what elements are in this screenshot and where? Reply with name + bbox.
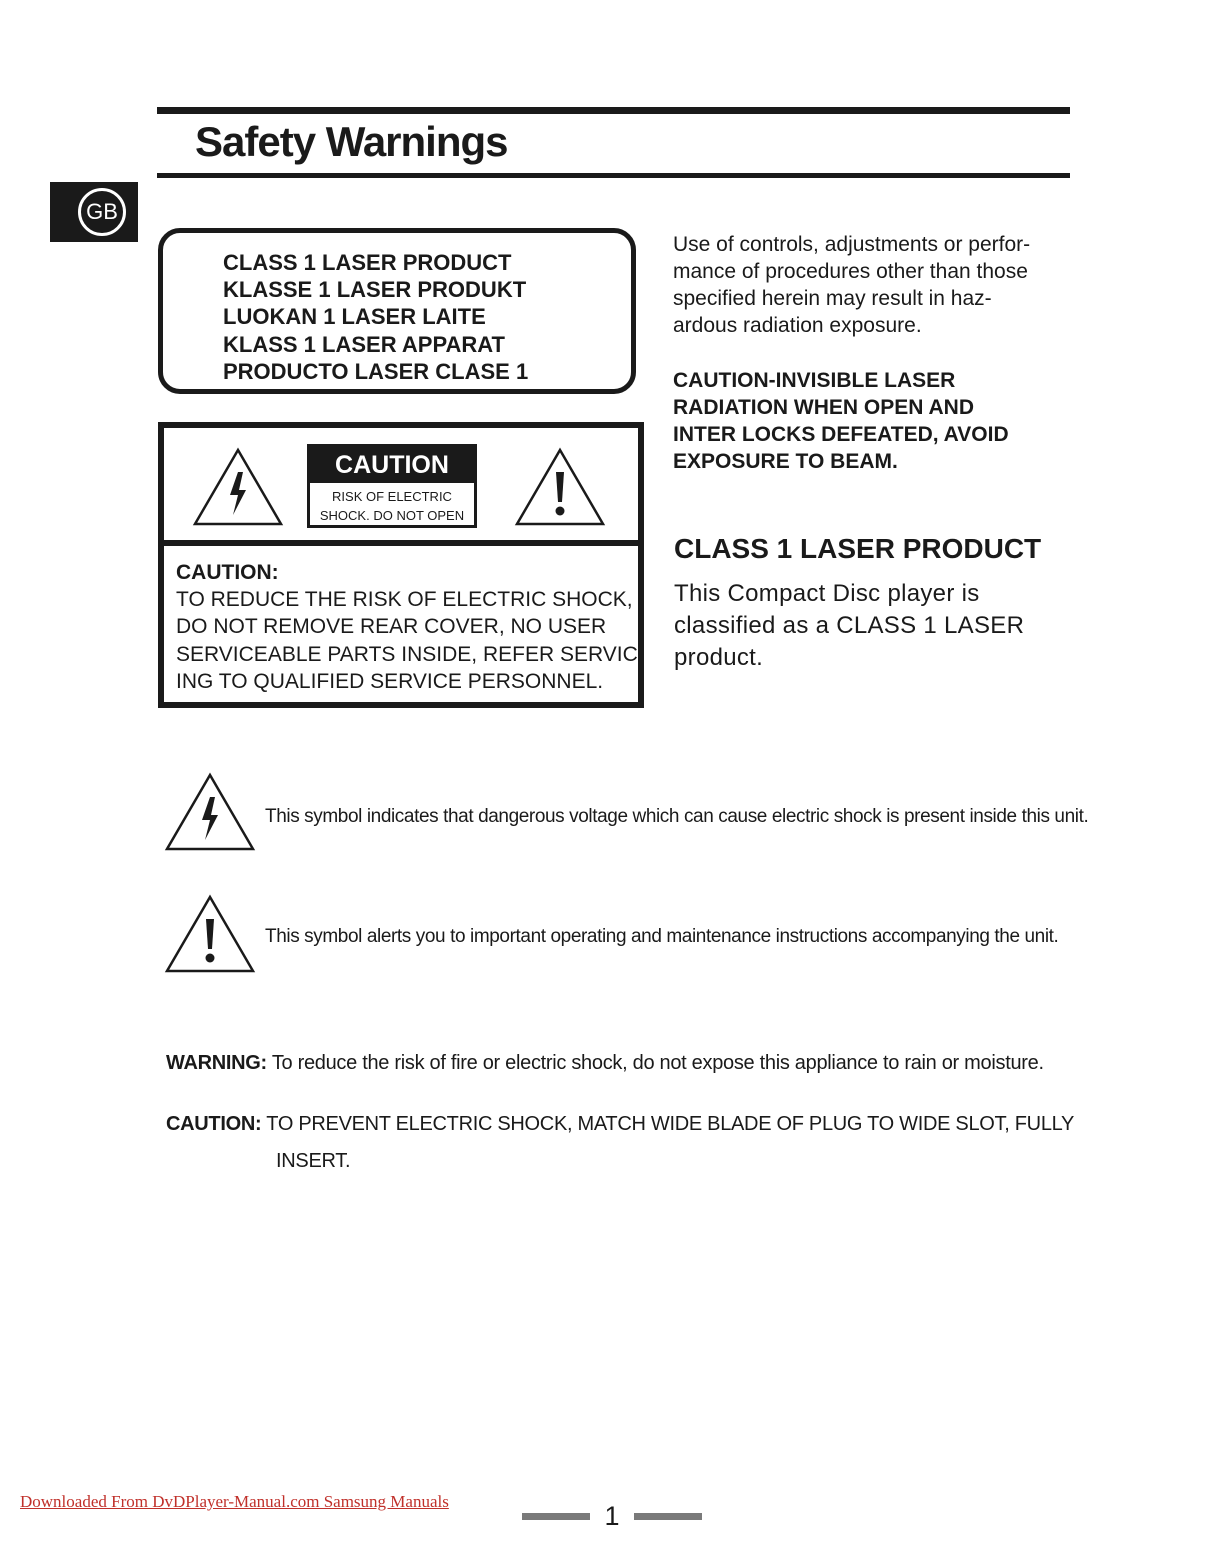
instructions-symbol-description: This symbol alerts you to important operating and maintenance instructions accompanying the unit. [265, 926, 1059, 947]
page-number-bar-left [522, 1513, 590, 1520]
header-top-rule [157, 107, 1070, 114]
header-bottom-rule [157, 173, 1070, 178]
controls-warning-line: ardous radiation exposure. [673, 314, 922, 337]
laser-label-line: KLASSE 1 LASER PRODUKT [223, 277, 527, 302]
caution-body-line: SERVICEABLE PARTS INSIDE, REFER SERVIC- [176, 643, 645, 666]
controls-warning-line: specified herein may result in haz- [673, 287, 992, 310]
exclamation-warning-icon [163, 893, 257, 975]
class-laser-desc-line: product. [674, 644, 764, 671]
language-badge-label: GB [78, 188, 126, 236]
page-title: Safety Warnings [195, 118, 508, 165]
caution-notice-text: TO PREVENT ELECTRIC SHOCK, MATCH WIDE BLADE OF PLUG TO WIDE SLOT, FULLY [266, 1113, 1075, 1135]
caution-heading: CAUTION: [176, 561, 279, 584]
exclamation-warning-icon [513, 446, 607, 528]
invisible-laser-line: INTER LOCKS DEFEATED, AVOID [673, 423, 1009, 446]
class-laser-desc-line: This Compact Disc player is [674, 580, 980, 607]
laser-product-label [158, 228, 636, 394]
lightning-warning-icon [191, 446, 285, 528]
warning-notice [166, 1050, 1044, 1076]
caution-panel [158, 422, 644, 708]
caution-body-line: TO REDUCE THE RISK OF ELECTRIC SHOCK, [176, 588, 633, 611]
invisible-laser-line: CAUTION-INVISIBLE LASER [673, 369, 956, 392]
caution-label-text: SHOCK. DO NOT OPEN [319, 508, 465, 523]
laser-label-line: CLASS 1 LASER PRODUCT [223, 250, 512, 275]
class-laser-desc-line: classified as a CLASS 1 LASER [674, 612, 1025, 639]
class-laser-heading: CLASS 1 LASER PRODUCT [674, 533, 1042, 564]
lightning-warning-icon [163, 771, 257, 853]
voltage-symbol-description: This symbol indicates that dangerous voltage which can cause electric shock is present inside this unit. [265, 806, 1089, 827]
page-number: 1 [604, 1501, 620, 1531]
caution-notice-label: CAUTION: [166, 1113, 262, 1135]
warning-label: WARNING: [166, 1052, 267, 1074]
caution-notice-continuation: INSERT. [276, 1150, 351, 1172]
caution-notice [166, 1111, 1074, 1137]
warning-text: To reduce the risk of fire or electric shock, do not expose this appliance to rain or moisture. [271, 1052, 1044, 1074]
caution-body-line: DO NOT REMOVE REAR COVER, NO USER [176, 615, 607, 638]
caution-label [307, 444, 477, 528]
caution-label-title: CAUTION [310, 447, 474, 483]
page-number-bar-right [634, 1513, 702, 1520]
laser-label-line: KLASS 1 LASER APPARAT [223, 332, 505, 357]
caution-divider [164, 540, 638, 546]
laser-label-line: PRODUCTO LASER CLASE 1 [223, 359, 529, 384]
controls-warning-line: mance of procedures other than those [673, 260, 1028, 283]
language-badge [50, 182, 138, 242]
controls-warning-line: Use of controls, adjustments or perfor- [673, 233, 1031, 256]
footer-download-link[interactable]: Downloaded From DvDPlayer-Manual.com Samsung Manuals [20, 1492, 449, 1511]
invisible-laser-line: EXPOSURE TO BEAM. [673, 450, 898, 473]
laser-label-line: LUOKAN 1 LASER LAITE [223, 304, 486, 329]
caution-body-line: ING TO QUALIFIED SERVICE PERSONNEL. [176, 670, 604, 693]
caution-label-text: RISK OF ELECTRIC [332, 489, 452, 504]
invisible-laser-line: RADIATION WHEN OPEN AND [673, 396, 974, 419]
